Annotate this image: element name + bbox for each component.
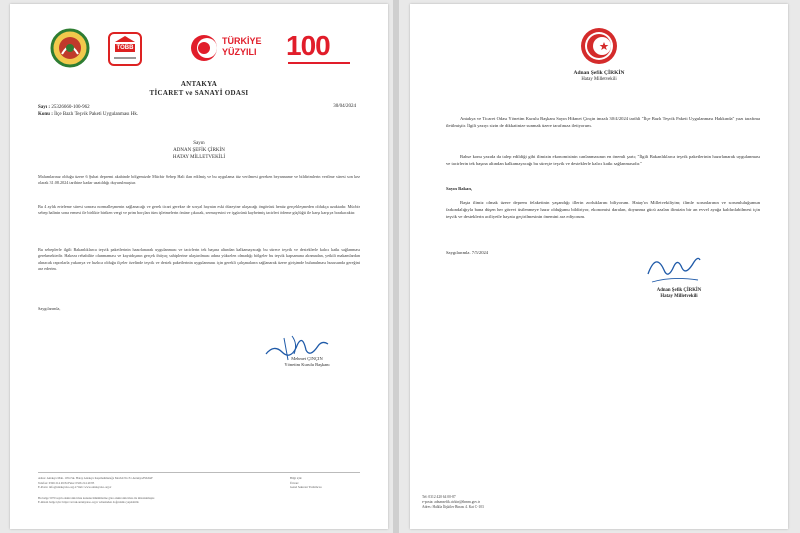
body-paragraph: Bu sebeplerle ilgili Bakanlıklarca teşvik paketlerinin hazırlanarak uygulanması ve tacirlerin tek başına altından kalkamayacağı bu sürece teşvik ve desteklerle kalıcı katkı sağlanması gerekmektedir. Hakeza rehabilite olunmaması ve kayıtdışının gerçek ihtiyaç sahiplerine ulaştırılması adına yükselen olmadığı bölgeler bu teşvik kapsamına alınmadan, yetkili makamlardan alınacak raporlarla yukarıya ve hızlıca olduğu ilçeler özelinde teşvik ve destek paketlerinin uygulanması için gerekli çalışmaların sağlanarak üzere girişimde bulunulması hususunda gereğini arz ederim. <box>38 247 360 271</box>
footer-note-line: Bu belge 5070 sayılı elektronik imza kanunu hükümlerine göre elektronik imza ile imzalanmıştır. <box>38 495 155 500</box>
letterhead-logos <box>50 28 348 72</box>
signer-name: Adnan Şefik ÇİRKİN <box>656 288 702 293</box>
turkiye-logo-line1: TÜRKİYE <box>222 36 262 46</box>
footer-line: Telefon: 0326 214 49 84 Faks: 0326 214 49 85 <box>38 480 95 485</box>
footer-contact-line: Genel Sekreter Yardımcısı <box>290 485 322 490</box>
signer-title: Yönetim Kurulu Başkanı <box>284 362 330 367</box>
body-paragraph: Antakya ve Ticaret Odası Yönetim Kurulu Başkanı Sayın Hikmet Çinçin imzalı 30/4/2024 tarihli "İlçe Bazlı Teşvik Paketi Uygulanması Hakkında" yazı tarafıma iletilmiştir. İlgili yazıyı sizin de dikkatinize sunmak üzere tarafınıza iletiyorum. <box>446 116 760 128</box>
body-paragraph: Malumlarınız olduğu üzere 6 Şubat depremi akabinde bölgemizde Mücbir Sebep Hali ilan edilmiş ve bu uygulama tüz verilmesi gereken beyanname ve bildirimlerin verilme süresi son kez olarak 31.08.2024 tarihine kadar uzatıldığı duyurulmuştur. <box>38 174 360 186</box>
sayi-value: 25326660-100-962 <box>51 105 90 110</box>
footer-email: e-posta: adnansefik.cirkin@tbmm.gov.tr <box>422 500 480 505</box>
footer-contact-line: Bilgi için: <box>290 476 303 480</box>
footer-contact-line: Ünvan: <box>290 480 299 485</box>
footer-address: Adres: Halkla İlişkiler Binası 4. Kat C-103 <box>422 505 484 510</box>
addressee-block <box>10 140 388 161</box>
signer-block <box>262 356 352 368</box>
sayi-label: Sayı : <box>38 105 51 110</box>
body-paragraph: Bahse konu yazıda da talep edildiği gibi ilimizin ekonomisinin canlanmasının en önemli şartı; "İlgili Bakanlıklarca teşvik paketlerinin hazırlanarak uygulanması ve tacirlerin tek başına altından kalkamayacağı bu süreçte teşvik ve desteklerle kalıcı katkı sağlanmasıdır." <box>446 154 760 166</box>
closing-text: Saygılarımla, <box>38 306 61 311</box>
chamber-name <box>10 80 388 98</box>
chamber-logo-icon <box>50 28 90 68</box>
letter-footer <box>38 476 360 505</box>
chamber-name-line1: ANTAKYA <box>180 80 218 88</box>
signature-icon <box>642 244 704 290</box>
body-paragraph: Başta ilimiz olmak üzere deprem felaketinin yaşandığı illerin zorluklarını biliyorum. Hatay'ın Milletvekiliyim; ilimle sorunlarının ve sorumluluğumun farkındalığıyla bana düşen her görevi üstlenmeye hazır olduğumu bildiriyor, ekonomisi daralan, doyunma gücü azalan ilimizin bir an evvel ayağa kaldırılabilmesi için teşvik ve desteklerin aciliyetle hayata geçirilmesinin önemini arz ediyorum. <box>446 200 760 219</box>
page-gap <box>393 0 399 533</box>
deputy-title: Hatay Milletvekili <box>581 77 617 82</box>
konu-value: İlçe Bazlı Teşvik Paketi Uygulanması Hk. <box>54 112 139 117</box>
addressee-line1: Sayın <box>193 141 205 146</box>
salutation: Sayın Bakan, <box>446 186 473 191</box>
signer-name: Mehmet ÇINÇIN <box>291 356 323 361</box>
footer-note <box>38 496 360 505</box>
footer-contact <box>290 476 360 490</box>
chamber-letter-page <box>10 4 388 529</box>
signer-block <box>624 288 734 301</box>
letter-date: 30/04/2024 <box>333 104 356 109</box>
footer-divider <box>38 472 360 473</box>
letter-footer <box>422 495 652 511</box>
deputy-name: Adnan Şefik ÇİRKİN <box>573 70 625 76</box>
reference-block <box>38 104 138 118</box>
addressee-line3: HATAY MİLLETVEKİLİ <box>172 155 226 160</box>
turkiye-yuzyili-logo <box>190 30 280 66</box>
konu-label: Konu : <box>38 112 53 117</box>
closing-text: Saygılarımla. 7/5/2024 <box>446 250 489 255</box>
parliament-emblem-icon <box>579 26 619 66</box>
tobb-logo-icon <box>106 30 144 68</box>
body-paragraph: Bu 4 aylık erteleme süresi sonrası normalleşmenin sağlanacağı ve gerek ticari gerekse de sosyal hayatın eski düzeyine ulaşacağı öngörüsü henüz gerçekleşmeden oldukça uzaktadır. Mücbir sebep halinin sona ermesi ile birlikte biriken vergi ve prim borçları tüm işletmelerin önüne çıkacak, sermayesini ve işgücünü kaybetmiş tacirleri ödeme güçlüğü ile karşı karşıya bırakacaktır. <box>38 204 360 216</box>
hundred-year-logo <box>286 30 354 66</box>
chamber-name-line2: TİCARET ve SANAYİ ODASI <box>149 89 249 97</box>
hundred-logo-underline <box>288 62 350 64</box>
deputy-letter-page <box>410 4 788 529</box>
footer-phone: Tel: 0312 420 64 00-87 <box>422 495 456 499</box>
addressee-line2: ADNAN ŞEFİK ÇİRKİN <box>173 148 225 153</box>
tobb-logo-text: TOBB <box>116 45 134 51</box>
footer-line: Adres: Antakya Mah. 1054 Sk. Hatay Antakya Kaşımahmutağa Mevkii No:31 Antakya/HATAY <box>38 476 153 480</box>
footer-note-line: E-imzalı belge için: https://evrak.antakyatso.org.tr adresinden doğrulama yapılabilir. <box>38 500 140 505</box>
footer-line: E-Posta: info@antakyatso.org.tr Web: www.antakyatso.org.tr <box>38 485 112 490</box>
turkiye-logo-line2: YÜZYILI <box>222 47 257 57</box>
hundred-logo-text: 100 <box>286 30 330 61</box>
signer-title: Hatay Milletvekili <box>660 294 698 300</box>
